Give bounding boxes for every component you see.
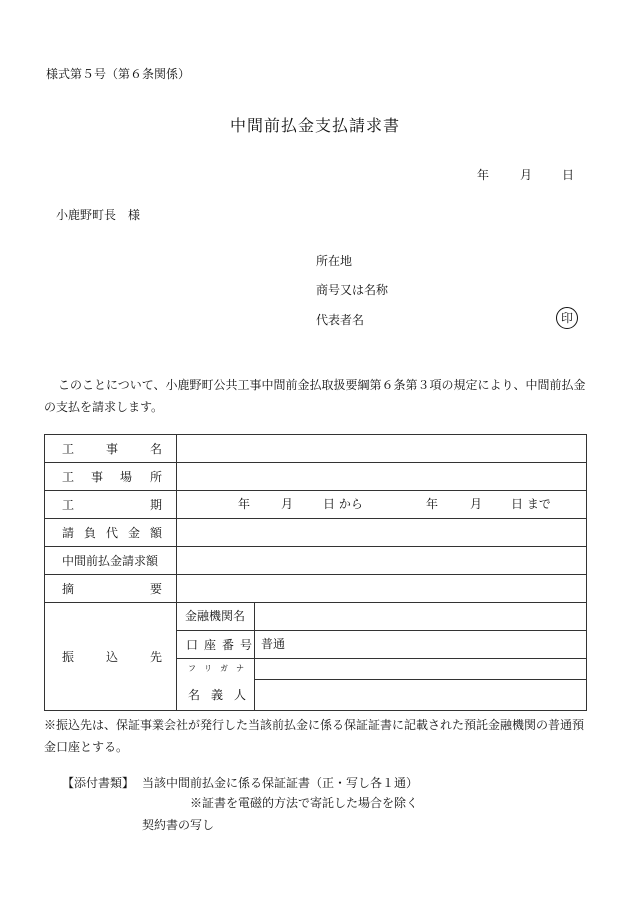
label-char: 号 <box>240 637 253 652</box>
label-char: 負 <box>84 525 97 540</box>
label-char: 先 <box>150 649 163 664</box>
label-char: 込 <box>106 649 119 664</box>
sender-name-label: 商号又は名称 <box>316 283 389 297</box>
label-contract-amount <box>45 519 177 547</box>
label-char: 名 <box>188 687 201 702</box>
seal-mark: 印 <box>556 307 578 329</box>
label-bank-name: 金融機関名 <box>177 603 255 631</box>
label-char: 義 <box>211 687 224 702</box>
field-period[interactable] <box>177 491 587 519</box>
row-project-name <box>45 435 587 463</box>
period-from: 日 から <box>323 497 363 511</box>
attachment-item-1-note: ※証書を電磁的方法で寄託した場合を除く <box>190 796 419 810</box>
label-char: 期 <box>150 497 163 512</box>
label-furigana <box>177 659 255 680</box>
request-statement: このことについて、小鹿野町公共工事中間前金払取扱要綱第６条第３項の規定により、中間前払金の支払を請求します。 <box>44 378 586 414</box>
label-char: リ <box>204 664 212 674</box>
field-request-amount[interactable] <box>177 547 587 575</box>
label-char: 場 <box>120 469 133 484</box>
label-char: 代 <box>106 525 119 540</box>
label-char: ガ <box>220 664 228 674</box>
label-project-name <box>45 435 177 463</box>
label-char: 工 <box>62 469 75 484</box>
label-char: 額 <box>150 525 163 540</box>
field-project-site[interactable] <box>177 463 587 491</box>
field-holder-name[interactable] <box>255 680 587 711</box>
label-char: 事 <box>106 441 119 456</box>
page-title: 中間前払金支払請求書 <box>229 116 400 135</box>
label-char: フ <box>188 664 196 674</box>
label-char: ナ <box>236 664 244 674</box>
transfer-note: ※振込先は、保証事業会社が発行した当該前払金に係る保証証書に記載された預託金融機関の普通預金口座とする。 <box>44 718 585 754</box>
field-remarks[interactable] <box>177 575 587 603</box>
label-char: 振 <box>62 649 75 664</box>
label-char: 番 <box>222 637 235 652</box>
period-year2: 年 <box>426 497 439 511</box>
label-project-site <box>45 463 177 491</box>
label-char: 工 <box>62 497 75 512</box>
label-char: 要 <box>150 581 163 596</box>
label-text: 中間前払金請求額 <box>62 553 159 568</box>
row-bank-name <box>45 603 587 631</box>
label-char: 所 <box>150 469 163 484</box>
sender-representative-label: 代表者名 <box>316 313 365 327</box>
label-char: 金 <box>128 525 141 540</box>
field-project-name[interactable] <box>177 435 587 463</box>
form-number: 様式第５号（第６条関係） <box>46 67 191 81</box>
account-type: 普通 <box>261 637 286 652</box>
label-char: 摘 <box>62 581 75 596</box>
date-year-label: 年 <box>477 168 490 182</box>
label-account-number <box>177 631 255 659</box>
period-to: 日 まで <box>511 497 551 511</box>
period-month1: 月 <box>281 497 294 511</box>
addressee: 小鹿野町長 様 <box>56 208 141 222</box>
label-char: 請 <box>62 525 75 540</box>
field-account-number[interactable] <box>255 631 587 659</box>
label-char: 人 <box>234 687 247 702</box>
label-holder-name <box>177 680 255 711</box>
row-remarks <box>45 575 587 603</box>
label-char: 名 <box>150 441 163 456</box>
row-contract-amount <box>45 519 587 547</box>
row-request-amount <box>45 547 587 575</box>
label-remarks <box>45 575 177 603</box>
label-request-amount <box>45 547 177 575</box>
row-project-site <box>45 463 587 491</box>
field-bank-name[interactable] <box>255 603 587 631</box>
period-year1: 年 <box>238 497 251 511</box>
row-period <box>45 491 587 519</box>
request-table <box>44 434 587 711</box>
date-month-label: 月 <box>520 168 533 182</box>
label-char: 事 <box>91 469 104 484</box>
field-contract-amount[interactable] <box>177 519 587 547</box>
label-transfer-to <box>45 603 177 711</box>
label-char: 座 <box>204 637 217 652</box>
sender-address-label: 所在地 <box>316 254 353 268</box>
date-day-label: 日 <box>562 168 575 182</box>
attachments-heading: 【添付書類】 <box>62 776 135 790</box>
attachment-item-1: 当該中間前払金に係る保証証書（正・写し各１通） <box>142 776 419 790</box>
field-furigana[interactable] <box>255 659 587 680</box>
label-period <box>45 491 177 519</box>
label-char: 口 <box>186 637 199 652</box>
period-month2: 月 <box>470 497 483 511</box>
label-char: 工 <box>62 441 75 456</box>
attachment-item-2: 契約書の写し <box>142 818 215 832</box>
